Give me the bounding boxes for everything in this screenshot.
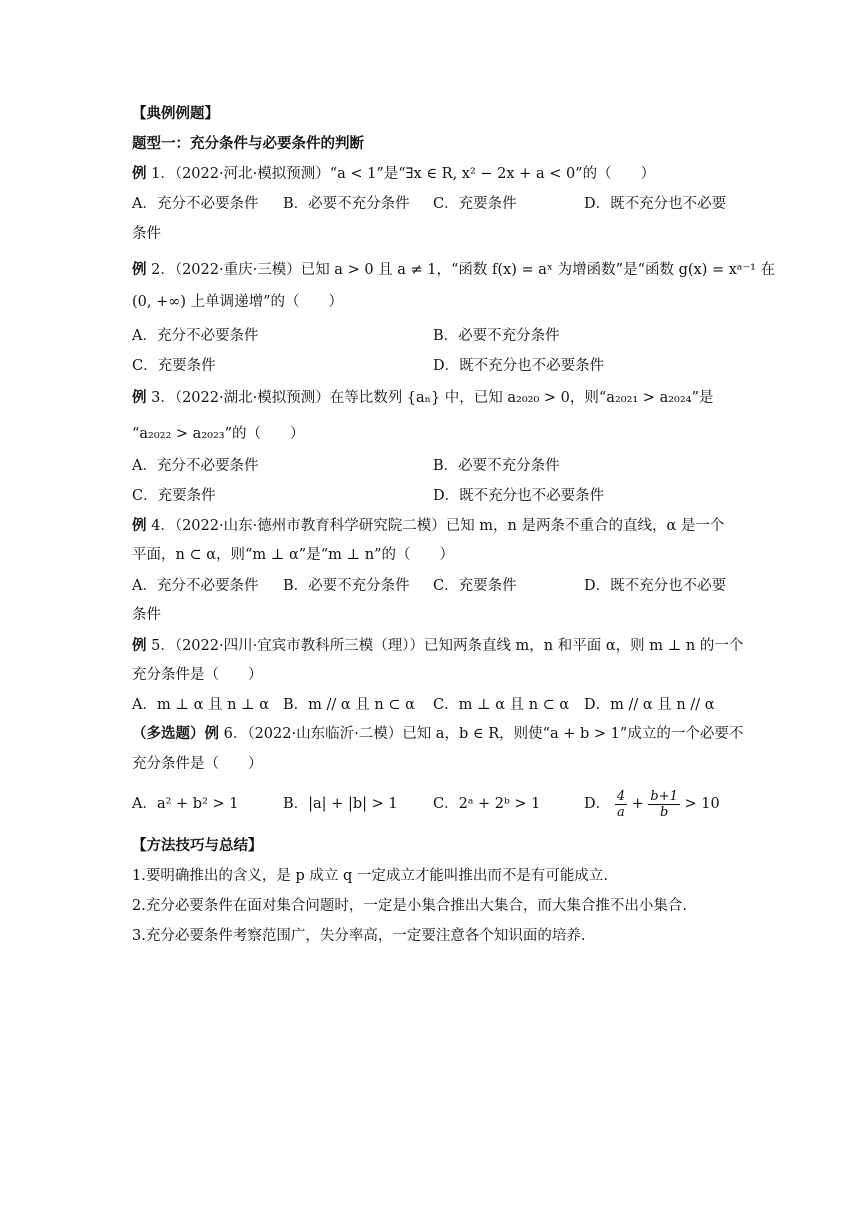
example-label: 例 bbox=[132, 389, 147, 406]
example-4-option-b: B．必要不充分条件 bbox=[283, 578, 410, 594]
section-heading-examples: 【典例例题】 bbox=[132, 105, 219, 122]
example-4-option-a: A．充分不必要条件 bbox=[132, 578, 259, 594]
example-2-option-c: C．充要条件 bbox=[132, 358, 216, 374]
example-2-stem: 例 2．（2022·重庆·三模）已知 a > 0 且 a ≠ 1，“函数 f(x) = aˣ 为增函数”是“函数 g(x) = xᵃ⁻¹ 在 bbox=[132, 261, 776, 278]
fraction: $\frac{b+1}{b}$ bbox=[650, 788, 678, 820]
example-label: 例 bbox=[132, 261, 147, 278]
tip-1: 1.要明确推出的含义，是 p 成立 q 一定成立才能叫推出而不是有可能成立. bbox=[132, 868, 608, 884]
example-2-option-a: A．充分不必要条件 bbox=[132, 328, 259, 344]
example-4-stem-line2: 平面，n ⊂ α，则“m ⊥ α”是“m ⊥ n”的（ ） bbox=[132, 547, 454, 563]
example-1-option-d: D．既不充分也不必要 bbox=[584, 196, 727, 212]
example-4-option-d-wrap: 条件 bbox=[132, 607, 161, 623]
tip-3: 3.充分必要条件考察范围广，失分率高，一定要注意各个知识面的培养. bbox=[132, 928, 586, 944]
example-4-option-c: C．充要条件 bbox=[433, 578, 517, 594]
example-3-stem: 例 3．（2022·湖北·模拟预测）在等比数列 {aₙ} 中，已知 a₂₀₂₀ > 0，则“a₂₀₂₁ > a₂₀₂₄”是 bbox=[132, 389, 714, 406]
example-6-option-b: B．|a| + |b| > 1 bbox=[283, 796, 398, 812]
tip-2: 2.充分必要条件在面对集合问题时，一定是小集合推出大集合，而大集合推不出小集合. bbox=[132, 898, 687, 914]
fraction: $\frac{4}{a}$ bbox=[616, 788, 626, 820]
section-heading-method: 【方法技巧与总结】 bbox=[132, 837, 263, 854]
example-label: 例 bbox=[132, 517, 147, 534]
example-3-option-b: B．必要不充分条件 bbox=[433, 458, 560, 474]
example-5-option-c: C．m ⊥ α 且 n ⊂ α bbox=[433, 697, 570, 713]
example-3-stem-line2: “a₂₀₂₂ > a₂₀₂₃”的（ ） bbox=[132, 426, 305, 442]
example-1-option-c: C．充要条件 bbox=[433, 196, 517, 212]
example-label: （多选题）例 bbox=[132, 725, 219, 742]
example-3-option-d: D．既不充分也不必要条件 bbox=[433, 488, 605, 504]
example-label: 例 bbox=[132, 637, 147, 654]
example-label: 例 bbox=[132, 165, 147, 182]
example-6-option-d: D． $\frac{4}{a}$ + $\frac{b+1}{b}$ > 10 bbox=[584, 788, 720, 820]
example-6-stem-line2: 充分条件是（ ） bbox=[132, 756, 263, 772]
example-2-option-b: B．必要不充分条件 bbox=[433, 328, 560, 344]
example-1-option-a: A．充分不必要条件 bbox=[132, 196, 259, 212]
example-4-stem: 例 4．（2022·山东·德州市教育科学研究院二模）已知 m，n 是两条不重合的直线，α 是一个 bbox=[132, 517, 725, 534]
example-5-option-a: A．m ⊥ α 且 n ⊥ α bbox=[132, 697, 270, 713]
example-6-stem: （多选题）例 6．（2022·山东临沂·二模）已知 a，b ∈ R，则使“a + b > 1”成立的一个必要不 bbox=[132, 725, 744, 742]
example-4-option-d: D．既不充分也不必要 bbox=[584, 578, 727, 594]
example-1-option-d-wrap: 条件 bbox=[132, 226, 161, 242]
example-3-option-a: A．充分不必要条件 bbox=[132, 458, 259, 474]
example-5-option-d: D．m // α 且 n // α bbox=[584, 697, 715, 713]
example-1-option-b: B．必要不充分条件 bbox=[283, 196, 410, 212]
example-5-stem: 例 5．（2022·四川·宜宾市教科所三模（理））已知两条直线 m，n 和平面 α，则 m ⊥ n 的一个 bbox=[132, 637, 744, 654]
example-5-option-b: B．m // α 且 n ⊂ α bbox=[283, 697, 415, 713]
example-2-option-d: D．既不充分也不必要条件 bbox=[433, 358, 605, 374]
example-1-stem: 例 1．（2022·河北·模拟预测）“a < 1”是“∃x ∈ R, x² − 2x + a < 0”的（ ） bbox=[132, 165, 656, 182]
example-5-stem-line2: 充分条件是（ ） bbox=[132, 667, 263, 683]
example-2-stem-line2: (0, +∞) 上单调递增”的（ ） bbox=[132, 294, 344, 310]
question-type-title: 题型一：充分条件与必要条件的判断 bbox=[132, 135, 364, 152]
example-3-option-c: C．充要条件 bbox=[132, 488, 216, 504]
example-6-option-c: C．2ᵃ + 2ᵇ > 1 bbox=[433, 796, 541, 812]
example-6-option-a: A．a² + b² > 1 bbox=[132, 796, 239, 812]
